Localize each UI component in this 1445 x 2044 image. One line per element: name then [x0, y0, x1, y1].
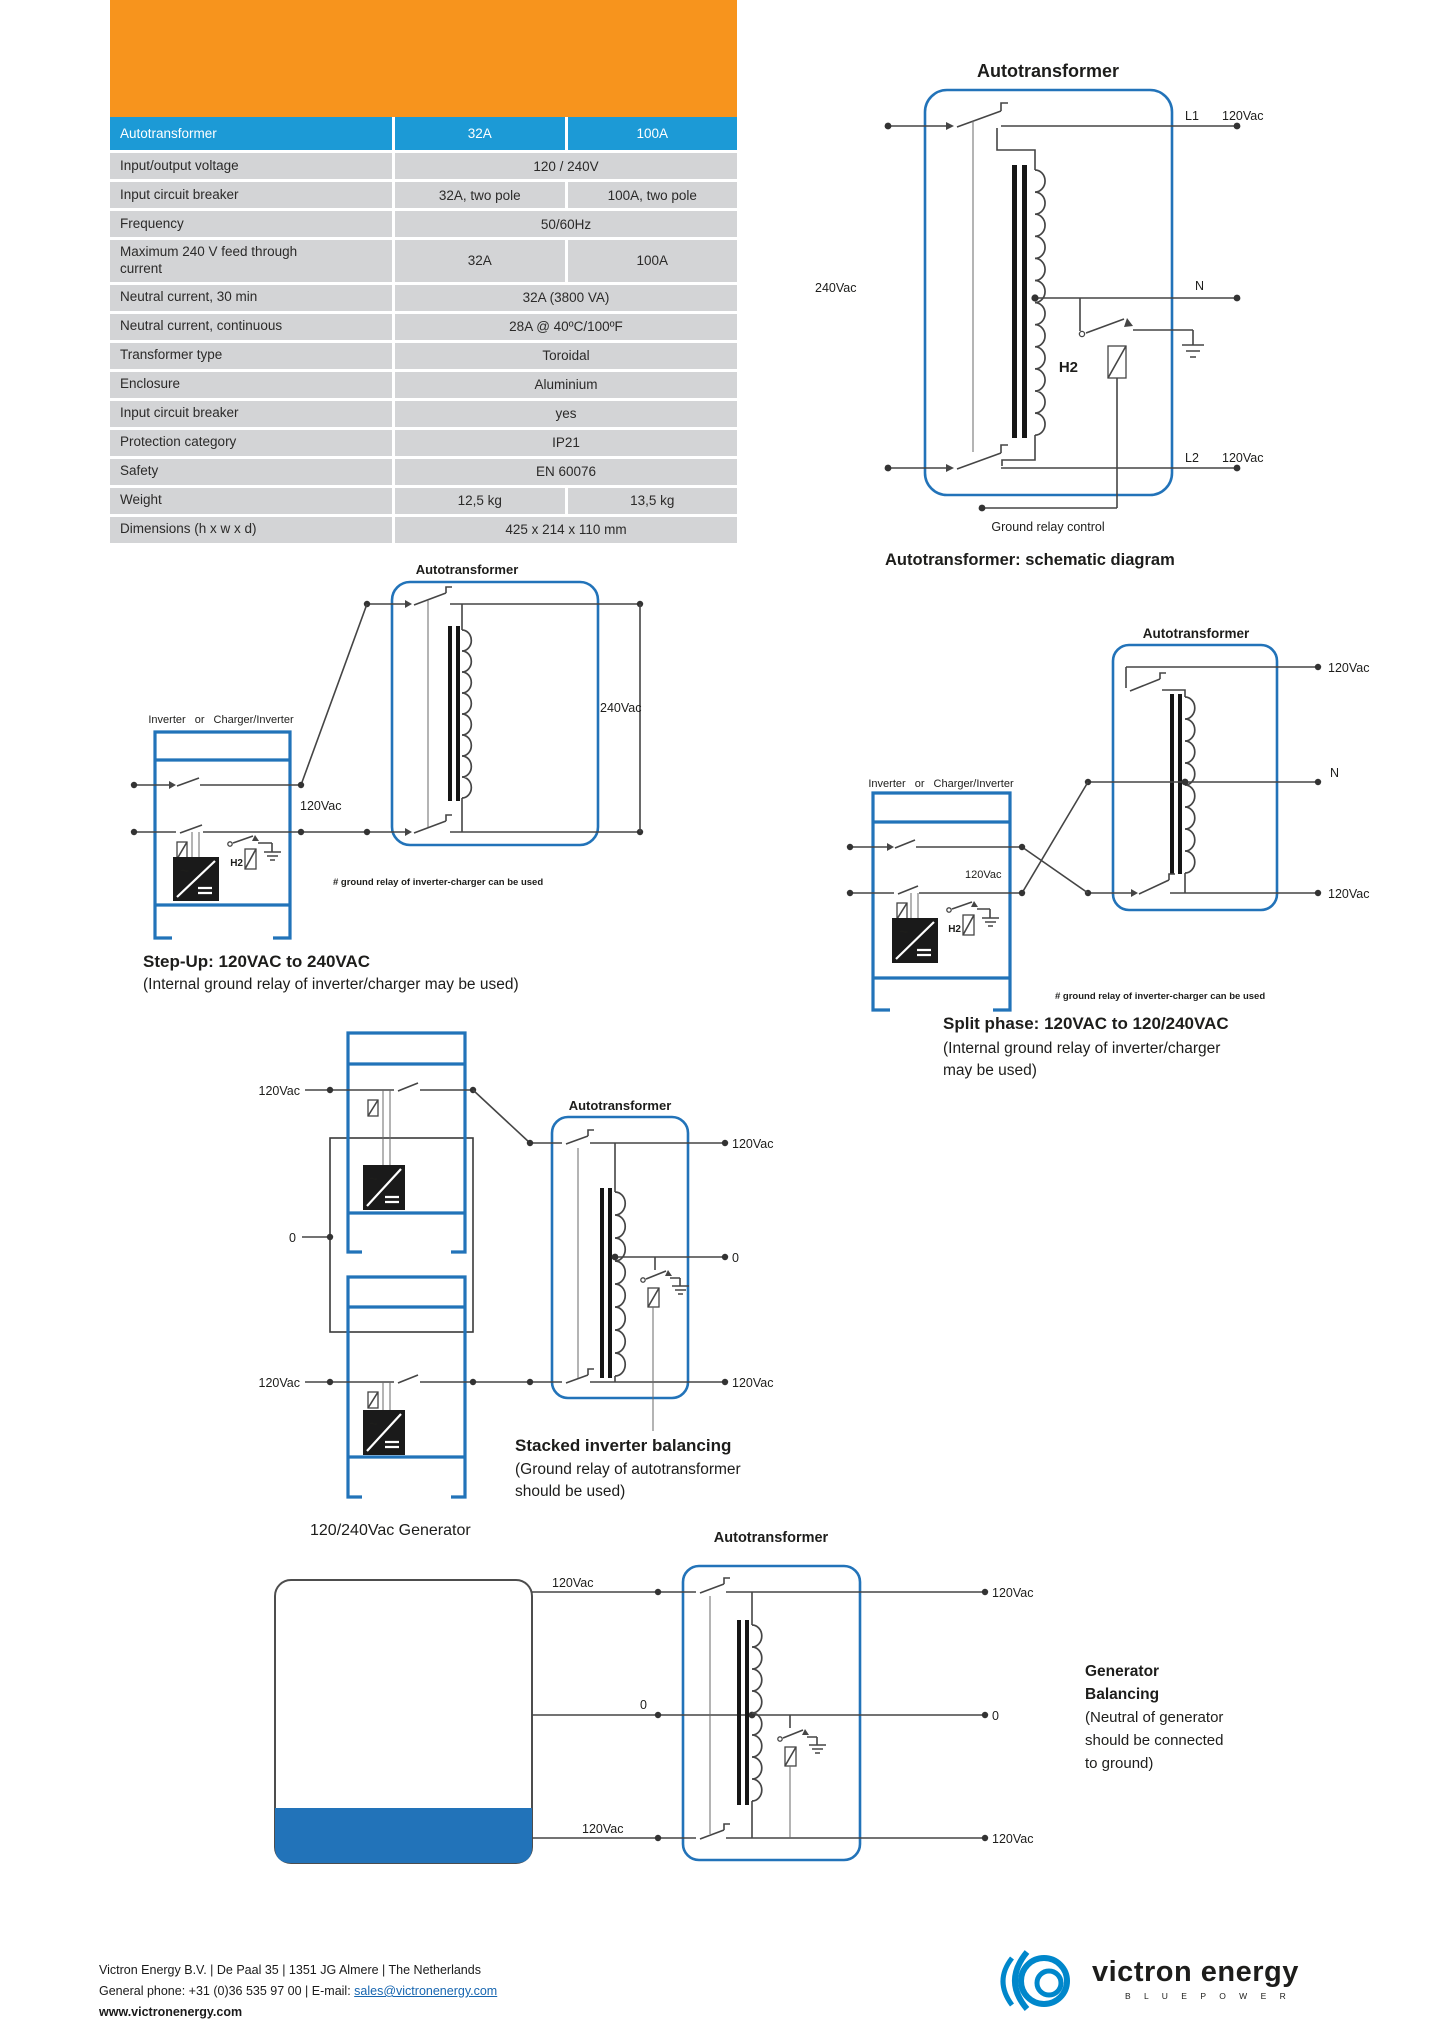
stacked-caption-title: Stacked inverter balancing — [515, 1436, 732, 1455]
split-caption-title: Split phase: 120VAC to 120/240VAC — [943, 1014, 1229, 1033]
inverter-box-bottom — [348, 1277, 465, 1497]
row-value: Toroidal — [395, 343, 737, 369]
email-link[interactable]: sales@victronenergy.com — [354, 1984, 498, 1998]
table-row — [110, 153, 737, 179]
row-value: IP21 — [395, 430, 737, 456]
inverter-internals — [892, 893, 999, 963]
table-row — [110, 430, 737, 456]
footer — [99, 1960, 497, 2023]
label-out-bottom: 120Vac — [1328, 887, 1370, 901]
table-row — [110, 401, 737, 427]
spec-table-header — [110, 117, 737, 150]
label-wire-mid: 0 — [640, 1698, 647, 1712]
row-value-100a: 100A — [568, 240, 738, 282]
ground-relay-note: # ground relay of inverter-charger can be used — [333, 877, 544, 888]
autotransformer-box — [392, 582, 598, 845]
table-row — [110, 285, 737, 311]
row-value: 50/60Hz — [395, 211, 737, 237]
label-out-mid: 0 — [732, 1251, 739, 1265]
inverter-box — [873, 793, 1010, 1010]
table-row — [110, 211, 737, 237]
row-label: Input circuit breaker — [120, 186, 239, 202]
row-value: yes — [395, 401, 737, 427]
transformer-coil — [600, 1143, 625, 1382]
table-row — [110, 372, 737, 398]
svg-text:~: ~ — [369, 1416, 378, 1433]
inverter-top-internals — [363, 1090, 405, 1210]
spec-table — [110, 117, 737, 546]
ground-relay — [778, 1715, 826, 1838]
h2-label: H2 — [1058, 359, 1078, 376]
label-l1: L1 — [1185, 109, 1199, 123]
row-label: Protection category — [120, 434, 237, 450]
table-row — [110, 182, 737, 208]
stepup-caption-title: Step-Up: 120VAC to 240VAC — [143, 952, 371, 971]
label-wire-bottom: 120Vac — [582, 1822, 624, 1836]
label-in-bottom: 120Vac — [258, 1376, 300, 1390]
inverter-label: Inverter or Charger/Inverter — [148, 714, 294, 726]
logo-wordmark: victron energy — [1092, 1956, 1299, 1988]
row-value-100a: 13,5 kg — [568, 488, 738, 514]
label-l2-voltage: 120Vac — [1222, 451, 1264, 465]
label-in-top: 120Vac — [258, 1084, 300, 1098]
label-240vac: 240Vac — [600, 701, 642, 715]
generator-caption-line3: (Neutral of generator — [1085, 1709, 1224, 1726]
row-value: Aluminium — [395, 372, 737, 398]
label-240vac: 240Vac — [815, 281, 857, 295]
table-row — [110, 240, 737, 282]
ground-relay-note: # ground relay of inverter-charger can be used — [1055, 991, 1266, 1002]
generator-caption-line1: Generator — [1085, 1663, 1160, 1680]
row-value-32a: 12,5 kg — [395, 488, 565, 514]
row-label: Neutral current, 30 min — [120, 289, 258, 305]
footer-address: Victron Energy B.V. | De Paal 35 | 1351 JG Almere | The Netherlands — [99, 1963, 481, 1977]
svg-text:~: ~ — [180, 863, 190, 880]
inverter-ac-wires — [131, 778, 304, 835]
label-out-top: 120Vac — [732, 1137, 774, 1151]
neutral-wire — [1085, 779, 1321, 786]
inverter-label: Inverter or Charger/Inverter — [868, 778, 1014, 790]
victron-logo — [995, 1942, 1325, 2022]
h2-label: H2 — [948, 924, 961, 935]
diagram-title: Autotransformer — [1142, 626, 1250, 641]
label-ground-relay-control: Ground relay control — [991, 520, 1105, 534]
row-value: 32A (3800 VA) — [395, 285, 737, 311]
diagram-title: Autotransformer — [976, 61, 1120, 81]
spec-header-product: Autotransformer — [110, 117, 392, 150]
diagram-stepup — [100, 545, 700, 950]
transformer-top-wire — [364, 587, 643, 608]
row-label: Dimensions (h x w x d) — [120, 521, 257, 537]
schematic-autotransformer-main — [800, 40, 1325, 585]
row-label: Frequency — [120, 215, 184, 231]
inverter-bottom-internals — [363, 1382, 405, 1455]
generator-caption-line2: Balancing — [1085, 1686, 1160, 1703]
row-label: Safety — [120, 463, 159, 479]
zero-wire — [302, 1234, 333, 1240]
spec-header-32a: 32A — [395, 117, 565, 150]
row-value-32a: 32A, two pole — [395, 182, 565, 208]
split-caption-sub1: (Internal ground relay of inverter/charger — [943, 1040, 1221, 1057]
generator-label: 120/240Vac Generator — [310, 1522, 471, 1539]
diagram-title: Autotransformer — [415, 562, 519, 577]
row-label: Maximum 240 V feed through current — [120, 244, 298, 276]
row-value: 28A @ 40ºC/100ºF — [395, 314, 737, 340]
inverter-box-top — [348, 1033, 465, 1252]
inverter-box — [155, 732, 290, 938]
link-diagonal — [301, 604, 367, 785]
label-out-top: 120Vac — [1328, 661, 1370, 675]
transformer-top-wire — [1126, 664, 1321, 697]
h2-label: H2 — [230, 858, 243, 869]
diagram-title: Autotransformer — [713, 1530, 829, 1546]
svg-text:~: ~ — [369, 1171, 378, 1188]
label-out-bottom: 120Vac — [732, 1376, 774, 1390]
transformer-bottom-wire — [1085, 873, 1321, 897]
row-value: EN 60076 — [395, 459, 737, 485]
row-label: Weight — [120, 492, 162, 508]
table-row — [110, 488, 737, 514]
row-label: Enclosure — [120, 376, 181, 392]
row-label: Input/output voltage — [120, 157, 239, 173]
label-l2: L2 — [1185, 451, 1199, 465]
label-n: N — [1195, 279, 1205, 293]
generator-box — [275, 1580, 532, 1863]
generator-caption-line5: to ground) — [1085, 1755, 1154, 1772]
row-label: Transformer type — [120, 347, 223, 363]
stacked-caption-sub2: should be used) — [515, 1483, 626, 1500]
label-out-top: 120Vac — [992, 1586, 1034, 1600]
inverter-bottom-wire — [305, 1369, 728, 1385]
label-120vac: 120Vac — [965, 869, 1002, 881]
label-l1-voltage: 120Vac — [1222, 109, 1264, 123]
label-out-bottom: 120Vac — [992, 1832, 1034, 1846]
logo-tagline: B L U E P O W E R — [1125, 1991, 1292, 2001]
label-120vac: 120Vac — [300, 799, 342, 813]
generator-caption — [1085, 1660, 1223, 1775]
main-caption: Autotransformer: schematic diagram — [885, 551, 1175, 569]
cross-wires — [1022, 782, 1088, 893]
diagram-split-phase — [830, 600, 1395, 1010]
orange-header-block — [110, 0, 737, 117]
ground-relay — [641, 1257, 689, 1431]
autotransformer-box — [925, 90, 1172, 495]
row-value: 120 / 240V — [395, 153, 737, 179]
wire-top — [532, 1578, 988, 1595]
footer-website: www.victronenergy.com — [99, 2005, 243, 2019]
row-value: 425 x 214 x 110 mm — [395, 517, 737, 543]
label-in-mid: 0 — [289, 1231, 296, 1245]
diagram-title: Autotransformer — [568, 1098, 672, 1113]
svg-text:~: ~ — [899, 924, 909, 941]
table-row — [110, 343, 737, 369]
split-caption-sub2: may be used) — [943, 1062, 1037, 1079]
generator-blue-band — [275, 1808, 532, 1863]
row-label: Neutral current, continuous — [120, 318, 283, 334]
transformer-coil — [448, 604, 471, 832]
table-row — [110, 517, 737, 543]
table-row — [110, 314, 737, 340]
neutral-wire — [1031, 294, 1240, 301]
row-label: Input circuit breaker — [120, 405, 239, 421]
logo-swirl-icon — [1003, 1952, 1067, 2009]
table-row — [110, 459, 737, 485]
stacked-caption-sub1: (Ground relay of autotransformer — [515, 1461, 741, 1478]
zero-output — [612, 1254, 729, 1261]
label-out-mid: 0 — [992, 1709, 999, 1723]
inverter-internals — [173, 832, 281, 901]
diagram-generator — [260, 1520, 1060, 1900]
footer-contact: General phone: +31 (0)36 535 97 00 | E-mail: sales@victronenergy.com — [99, 1984, 498, 1998]
spec-header-100a: 100A — [568, 117, 738, 150]
row-value-100a: 100A, two pole — [568, 182, 738, 208]
label-wire-top: 120Vac — [552, 1576, 594, 1590]
stepup-caption-sub: (Internal ground relay of inverter/charger may be used) — [143, 976, 519, 993]
transformer-bottom-wire — [301, 815, 643, 836]
label-n: N — [1330, 766, 1340, 780]
generator-caption-line4: should be connected — [1085, 1732, 1224, 1749]
row-value-32a: 32A — [395, 240, 565, 282]
